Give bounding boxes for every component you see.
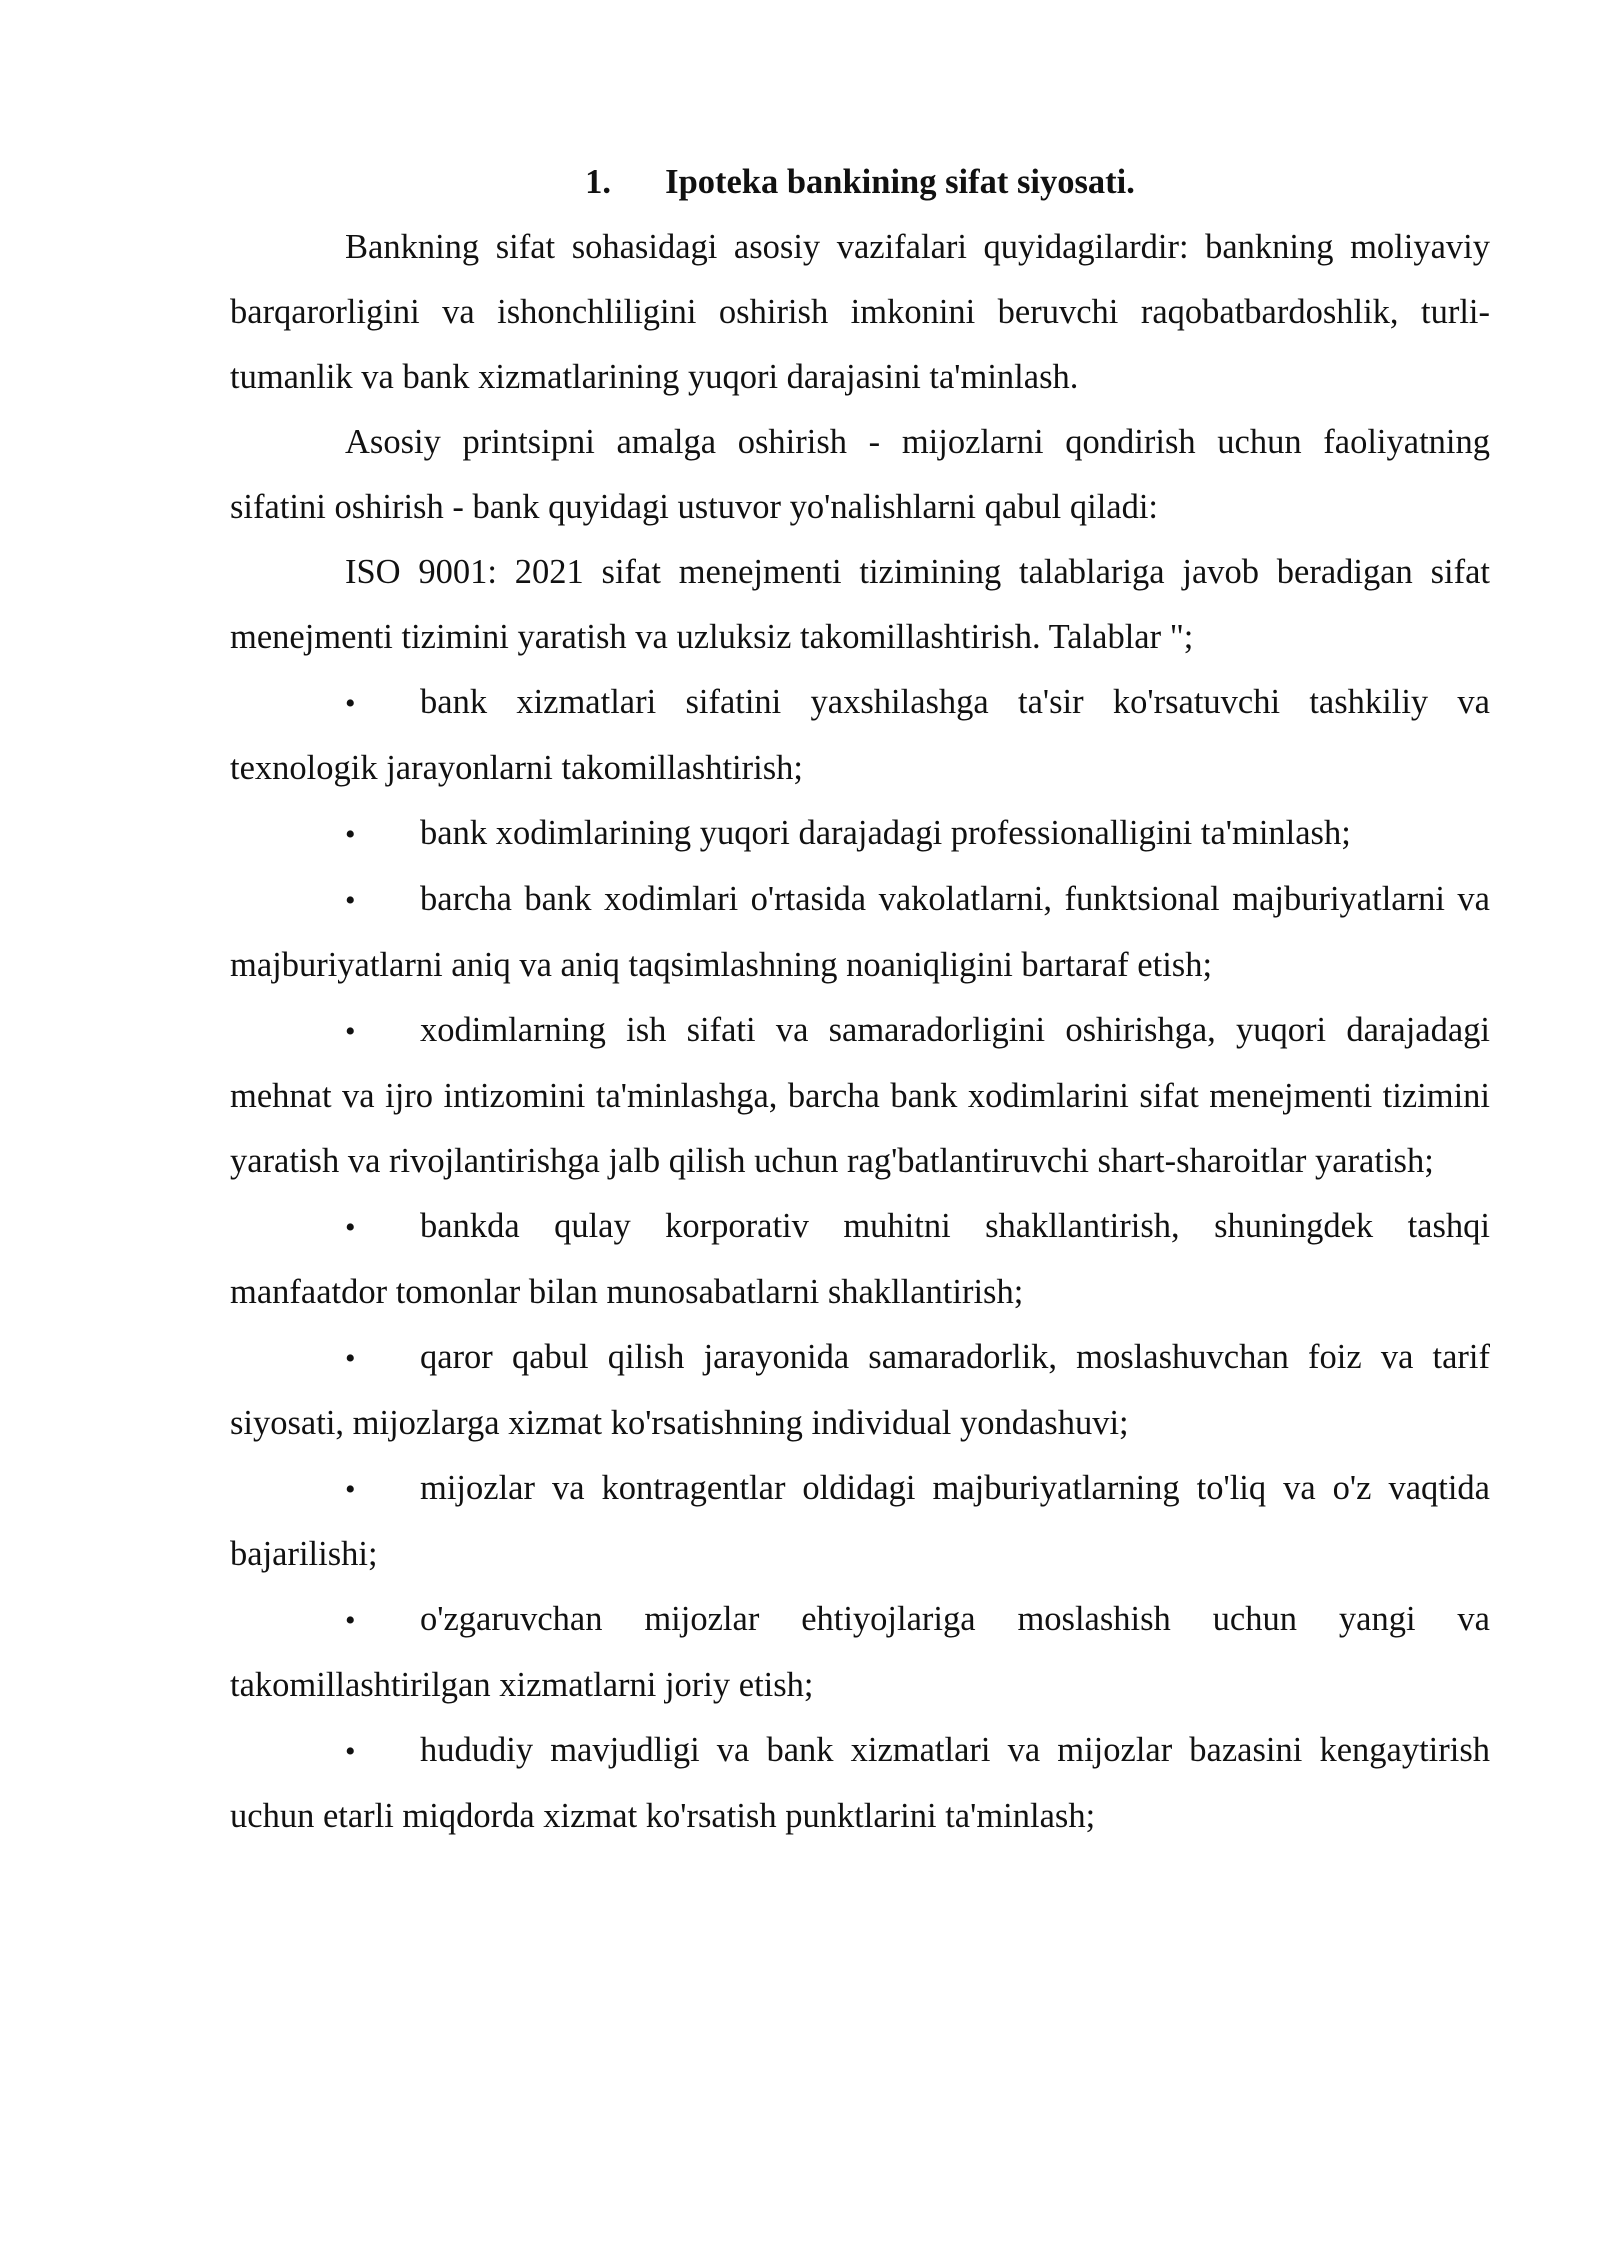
list-item [230,1587,1490,1718]
list-item [230,998,1490,1194]
list-item-text: o'zgaruvchan mijozlar ehtiyojlariga moslashish uchun yangi va takomillashtirilgan xizmatlarni joriy etish; [230,1600,1490,1704]
bullet-list [230,670,1490,1849]
list-item-text: barcha bank xodimlari o'rtasida vakolatlarni, funktsional majburiyatlarni va majburiyatlarni aniq va aniq taqsimlashning noaniqligini bartaraf etish; [230,880,1490,984]
bullet-icon: • [345,687,356,720]
list-item-text: qaror qabul qilish jarayonida samaradorlik, moslashuvchan foiz va tarif siyosati, mijozlarga xizmat ko'rsatishning individual yondashuvi; [230,1338,1490,1442]
list-item [230,670,1490,801]
list-item [230,801,1490,867]
section-title: Ipoteka bankining sifat siyosati. [665,163,1135,201]
paragraph: ISO 9001: 2021 sifat menejmenti tizimining talablariga javob beradigan sifat menejmenti tizimini yaratish va uzluksiz takomillashtirish. Talablar "; [230,553,1490,656]
list-item [230,1456,1490,1587]
bullet-icon: • [345,1342,356,1375]
list-item [230,867,1490,998]
document-page [230,150,1490,1849]
bullet-icon: • [345,1473,356,1506]
list-item-text: bankda qulay korporativ muhitni shakllantirish, shuningdek tashqi manfaatdor tomonlar bilan munosabatlarni shakllantirish; [230,1207,1490,1311]
paragraph: Asosiy printsipni amalga oshirish - mijozlarni qondirish uchun faoliyatning sifatini oshirish - bank quyidagi ustuvor yo'nalishlarni qabul qiladi: [230,423,1490,526]
bullet-icon: • [345,1211,356,1244]
list-item-text: hududiy mavjudligi va bank xizmatlari va mijozlar bazasini kengaytirish uchun etarli miqdorda xizmat ko'rsatish punktlarini ta'minlash; [230,1731,1490,1835]
list-item [230,1325,1490,1456]
list-item-text: bank xizmatlari sifatini yaxshilashga ta'sir ko'rsatuvchi tashkiliy va texnologik jarayonlarni takomillashtirish; [230,683,1490,787]
section-number: 1. [585,163,612,201]
bullet-icon: • [345,884,356,917]
list-item-text: xodimlarning ish sifati va samaradorligini oshirishga, yuqori darajadagi mehnat va ijro intizomini ta'minlashga, barcha bank xodimlarini sifat menejmenti tizimini yaratish va rivojlantirishga jalb qilish uchun rag'batlantiruvchi shart-sharoitlar yaratish; [230,1011,1490,1180]
section-heading [230,150,1490,215]
list-item-text: mijozlar va kontragentlar oldidagi majburiyatlarning to'liq va o'z vaqtida bajarilishi; [230,1469,1490,1573]
bullet-icon: • [345,1735,356,1768]
paragraph: Bankning sifat sohasidagi asosiy vazifalari quyidagilardir: bankning moliyaviy barqarorligini va ishonchliligini oshirish imkonini beruvchi raqobatbardoshlik, turli-tumanlik va bank xizmatlarining yuqori darajasini ta'minlash. [230,228,1490,396]
list-item [230,1194,1490,1325]
list-item [230,1718,1490,1849]
bullet-icon: • [345,818,356,851]
bullet-icon: • [345,1604,356,1637]
bullet-icon: • [345,1015,356,1048]
list-item-text: bank xodimlarining yuqori darajadagi professionalligini ta'minlash; [420,814,1351,852]
